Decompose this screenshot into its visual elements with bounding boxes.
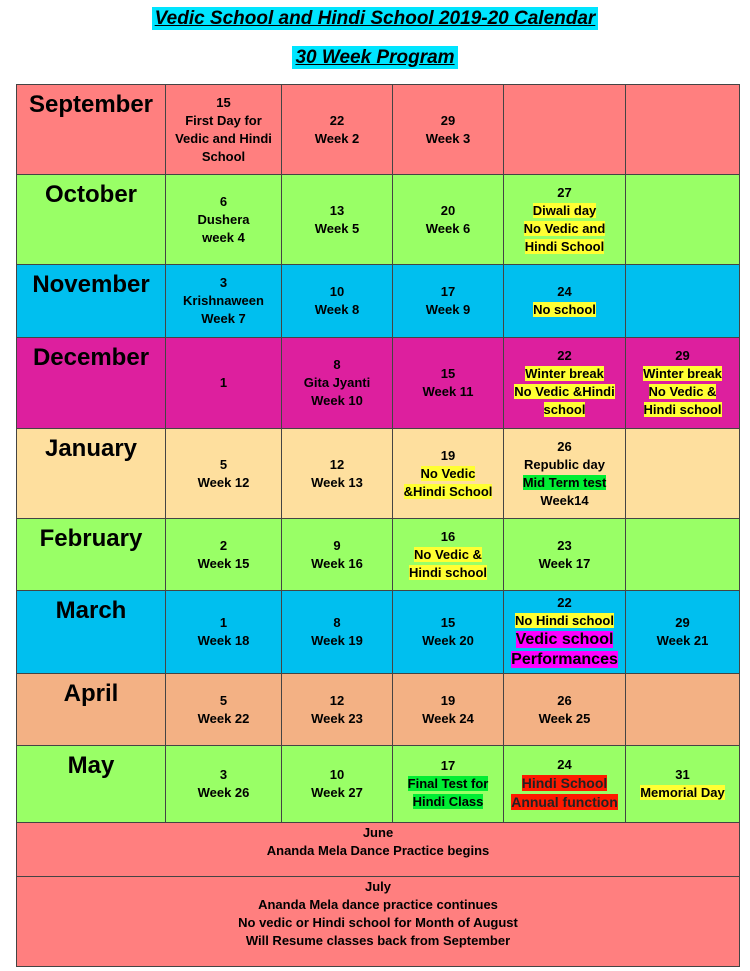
- date-note-text: Hindi school: [643, 402, 722, 417]
- date-note-text: Diwali day: [532, 202, 597, 218]
- date-note: [282, 632, 392, 650]
- calendar-title: [0, 8, 750, 30]
- date-note: [626, 383, 739, 401]
- date-cell: [504, 85, 626, 175]
- date-note-text: Week 16: [311, 555, 363, 571]
- date-note-text: Week14: [540, 492, 589, 508]
- date-note: [504, 365, 625, 383]
- date-note: [504, 474, 625, 492]
- footer-line: Ananda Mela Dance Practice begins: [266, 843, 490, 858]
- date-note: [282, 130, 392, 148]
- date-note-text: school: [543, 402, 586, 417]
- date-number-text: 24: [557, 284, 572, 299]
- date-number: [166, 537, 281, 555]
- date-note: [282, 784, 392, 802]
- date-number: [626, 766, 739, 784]
- date-number-text: 17: [440, 284, 456, 299]
- date-cell: [282, 338, 393, 429]
- date-note-text: No school: [533, 302, 596, 317]
- month-name: February: [17, 519, 166, 591]
- date-number-text: 23: [557, 537, 572, 553]
- date-cell: [282, 591, 393, 674]
- date-number-text: 22: [557, 595, 572, 610]
- date-cell: [282, 674, 393, 746]
- month-row-october: [17, 175, 740, 265]
- date-note: [393, 564, 503, 582]
- date-number: [504, 184, 625, 202]
- date-number-text: 12: [329, 456, 345, 472]
- date-note-text: Week 25: [538, 710, 591, 726]
- calendar-subtitle-text: 30 Week Program: [292, 46, 457, 69]
- date-note-text: Winter break: [643, 366, 722, 381]
- date-cell: [504, 519, 626, 591]
- date-note: [504, 555, 625, 573]
- date-note: [504, 456, 625, 474]
- month-row-december: [17, 338, 740, 429]
- date-number: [626, 347, 739, 365]
- month-name: March: [17, 591, 166, 674]
- date-number-text: 26: [557, 438, 572, 454]
- date-cell: [282, 429, 393, 519]
- footer-line: No vedic or Hindi school for Month of August: [238, 915, 518, 930]
- date-note: [166, 474, 281, 492]
- date-number: [282, 283, 392, 301]
- date-number-text: 6: [219, 193, 228, 209]
- date-note: [393, 483, 503, 501]
- date-number-text: 22: [557, 348, 572, 363]
- date-number-text: 5: [219, 456, 228, 472]
- date-note-text: Week 6: [425, 220, 471, 236]
- date-number-text: 19: [440, 692, 456, 708]
- date-number: [393, 447, 503, 465]
- date-cell: [282, 175, 393, 265]
- date-number: [166, 94, 281, 112]
- date-note-text: No Vedic: [420, 465, 476, 481]
- date-cell: [393, 591, 504, 674]
- date-note-text: Performances: [511, 651, 618, 668]
- date-cell: [166, 674, 282, 746]
- month-name: January: [17, 429, 166, 519]
- month-name: October: [17, 175, 166, 265]
- date-cell: [504, 429, 626, 519]
- date-cell: [282, 519, 393, 591]
- date-cell: [166, 591, 282, 674]
- date-cell: [393, 85, 504, 175]
- date-note-text: Week 26: [197, 785, 250, 800]
- date-note: [282, 392, 392, 410]
- date-note-text: Week 15: [197, 555, 250, 571]
- date-note: [626, 401, 739, 419]
- date-number-text: 1: [219, 375, 228, 390]
- date-number: [282, 112, 392, 130]
- date-note-text: Week 22: [197, 710, 250, 726]
- date-note-text: First Day for: [185, 112, 262, 128]
- date-cell: [166, 175, 282, 265]
- footer-line: Will Resume classes back from September: [245, 933, 511, 948]
- date-note-text: No Vedic &: [648, 384, 717, 399]
- date-note-text: Week 10: [311, 393, 363, 408]
- date-number: [282, 614, 392, 632]
- date-note-text: &Hindi School: [403, 483, 493, 499]
- date-note-text: Week 7: [201, 311, 246, 326]
- date-note: [626, 365, 739, 383]
- date-number-text: 3: [219, 767, 228, 782]
- month-row-january: [17, 429, 740, 519]
- calendar-body: [17, 85, 740, 967]
- date-note-text: Week 2: [314, 130, 360, 146]
- date-cell: [626, 338, 740, 429]
- date-number: [282, 692, 392, 710]
- date-note: [282, 710, 392, 728]
- date-note: [393, 220, 503, 238]
- month-row-february: [17, 519, 740, 591]
- date-note-text: Week 19: [311, 633, 363, 648]
- date-cell: [393, 338, 504, 429]
- date-note: [626, 632, 739, 650]
- date-note: [393, 710, 503, 728]
- date-note-text: Week 18: [197, 633, 250, 648]
- date-cell: [626, 429, 740, 519]
- date-cell: [166, 265, 282, 338]
- date-number: [393, 365, 503, 383]
- date-note: [504, 383, 625, 401]
- date-note-text: Annual function: [511, 794, 618, 810]
- month-row-march: [17, 591, 740, 674]
- date-number: [166, 614, 281, 632]
- footer-row: [17, 823, 740, 877]
- date-note-text: Mid Term test: [522, 474, 607, 490]
- date-number-text: 15: [440, 615, 456, 630]
- calendar-table: [16, 84, 740, 967]
- date-note-text: Dushera: [197, 211, 250, 227]
- date-number: [166, 766, 281, 784]
- date-note-text: Week 23: [311, 710, 363, 726]
- date-number: [393, 112, 503, 130]
- date-cell: [393, 175, 504, 265]
- month-row-september: [17, 85, 740, 175]
- date-note-text: Week 17: [538, 555, 591, 571]
- date-note: [166, 310, 281, 328]
- date-cell: [626, 591, 740, 674]
- date-number-text: 19: [440, 447, 456, 463]
- date-number-text: 12: [329, 692, 345, 708]
- date-note-text: Week 27: [311, 785, 363, 800]
- date-note: [504, 774, 625, 793]
- date-number-text: 15: [440, 366, 456, 381]
- date-cell: [166, 519, 282, 591]
- date-note-text: Republic day: [524, 456, 605, 472]
- date-number: [166, 692, 281, 710]
- date-note-text: Week 21: [656, 633, 709, 648]
- month-name: April: [17, 674, 166, 746]
- date-note: [282, 220, 392, 238]
- date-note-text: Final Test for: [407, 776, 489, 791]
- date-cell: [504, 338, 626, 429]
- date-cell: [282, 85, 393, 175]
- date-cell: [504, 674, 626, 746]
- date-number-text: 8: [333, 357, 341, 372]
- footer-note: [17, 823, 740, 877]
- date-cell: [282, 746, 393, 823]
- date-number-text: 8: [333, 615, 341, 630]
- month-name: September: [17, 85, 166, 175]
- date-note-text: week 4: [202, 229, 245, 245]
- date-number-text: 22: [329, 112, 345, 128]
- date-number: [166, 456, 281, 474]
- date-cell: [393, 746, 504, 823]
- date-cell: [626, 519, 740, 591]
- date-note-text: No Vedic &: [414, 546, 482, 562]
- date-cell: [166, 338, 282, 429]
- date-note-text: No Vedic and: [523, 220, 606, 236]
- date-note: [504, 650, 625, 670]
- date-note-text: Hindi School: [521, 775, 608, 791]
- date-note: [166, 148, 281, 166]
- date-note-text: Hindi Class: [412, 794, 484, 809]
- date-note-text: Memorial Day: [640, 785, 725, 800]
- footer-row: [17, 877, 740, 967]
- date-note: [166, 710, 281, 728]
- date-number: [504, 347, 625, 365]
- date-note-text: No Vedic &Hindi: [514, 384, 615, 399]
- date-number-text: 24: [557, 757, 572, 772]
- date-number: [282, 202, 392, 220]
- footer-month: July: [364, 879, 391, 894]
- date-cell: [626, 265, 740, 338]
- date-note: [504, 492, 625, 510]
- date-note-text: Winter break: [525, 366, 604, 381]
- calendar-subtitle: [0, 47, 750, 69]
- date-note: [504, 301, 625, 319]
- date-note: [504, 612, 625, 630]
- date-number-text: 29: [675, 348, 690, 363]
- date-cell: [393, 265, 504, 338]
- date-note-text: Gita Jyanti: [303, 375, 371, 390]
- date-number: [166, 274, 281, 292]
- date-note-text: No Hindi school: [515, 613, 614, 628]
- date-number: [166, 374, 281, 392]
- date-note: [504, 793, 625, 812]
- date-note: [166, 112, 281, 130]
- date-note: [393, 130, 503, 148]
- date-cell: [504, 746, 626, 823]
- date-note: [393, 383, 503, 401]
- date-note: [282, 474, 392, 492]
- date-note: [166, 130, 281, 148]
- date-note-text: Week 3: [425, 130, 471, 146]
- date-note-text: Hindi School: [524, 238, 605, 254]
- date-note-text: Week 20: [422, 633, 474, 648]
- date-number: [504, 594, 625, 612]
- date-note-text: Krishnaween: [183, 293, 264, 308]
- date-note: [504, 238, 625, 256]
- date-number-text: 13: [329, 202, 345, 218]
- date-note: [166, 229, 281, 247]
- date-note: [393, 301, 503, 319]
- date-cell: [504, 591, 626, 674]
- date-number-text: 9: [333, 537, 341, 553]
- date-number: [504, 692, 625, 710]
- calendar-title-text: Vedic School and Hindi School 2019-20 Calendar: [152, 7, 599, 30]
- date-cell: [393, 519, 504, 591]
- date-number-text: 5: [219, 692, 228, 708]
- month-name: November: [17, 265, 166, 338]
- date-number-text: 31: [675, 767, 690, 782]
- date-cell: [626, 674, 740, 746]
- date-note: [393, 546, 503, 564]
- date-number: [504, 283, 625, 301]
- date-note: [166, 292, 281, 310]
- date-cell: [504, 265, 626, 338]
- date-note: [166, 632, 281, 650]
- month-row-april: [17, 674, 740, 746]
- date-number: [393, 283, 503, 301]
- date-note-text: Vedic school: [515, 631, 614, 648]
- date-number-text: 3: [219, 275, 228, 290]
- date-note: [166, 784, 281, 802]
- date-number: [393, 757, 503, 775]
- date-note: [282, 301, 392, 319]
- date-number-text: 10: [329, 767, 345, 782]
- date-number: [393, 614, 503, 632]
- date-number: [504, 438, 625, 456]
- date-number-text: 26: [557, 692, 572, 708]
- date-number-text: 15: [216, 94, 231, 110]
- footer-note: [17, 877, 740, 967]
- date-number-text: 27: [557, 184, 572, 200]
- date-note: [166, 211, 281, 229]
- date-note-text: Week 8: [314, 302, 360, 317]
- date-number: [282, 456, 392, 474]
- date-cell: [166, 85, 282, 175]
- date-number: [393, 528, 503, 546]
- date-note-text: School: [201, 148, 246, 164]
- date-number: [504, 756, 625, 774]
- date-note-text: Week 24: [422, 710, 474, 726]
- date-number-text: 16: [440, 528, 456, 544]
- date-note: [626, 784, 739, 802]
- date-number-text: 29: [675, 615, 690, 630]
- date-number-text: 10: [329, 284, 345, 299]
- date-number-text: 1: [219, 615, 228, 630]
- date-cell: [626, 175, 740, 265]
- date-note: [504, 401, 625, 419]
- date-cell: [166, 746, 282, 823]
- date-note: [504, 202, 625, 220]
- date-number: [393, 202, 503, 220]
- date-cell: [393, 674, 504, 746]
- date-note-text: Week 13: [311, 474, 363, 490]
- date-number: [166, 193, 281, 211]
- date-cell: [504, 175, 626, 265]
- date-note: [504, 220, 625, 238]
- date-note: [282, 555, 392, 573]
- date-note-text: Week 11: [422, 384, 474, 399]
- date-note-text: Vedic and Hindi: [175, 130, 272, 146]
- date-number-text: 17: [440, 758, 456, 773]
- month-row-may: [17, 746, 740, 823]
- date-note: [393, 793, 503, 811]
- date-number-text: 20: [440, 202, 456, 218]
- date-note: [393, 465, 503, 483]
- month-name: December: [17, 338, 166, 429]
- date-note-text: Week 5: [314, 220, 360, 236]
- date-note-text: Week 12: [197, 474, 250, 490]
- date-cell: [626, 85, 740, 175]
- footer-month: June: [362, 825, 394, 840]
- date-number: [393, 692, 503, 710]
- date-note: [166, 555, 281, 573]
- date-note: [393, 632, 503, 650]
- month-name: May: [17, 746, 166, 823]
- date-cell: [166, 429, 282, 519]
- date-note: [504, 710, 625, 728]
- month-row-november: [17, 265, 740, 338]
- date-number: [282, 356, 392, 374]
- date-note-text: Hindi school: [409, 564, 487, 580]
- date-cell: [393, 429, 504, 519]
- date-note: [393, 775, 503, 793]
- date-number: [504, 537, 625, 555]
- date-note: [282, 374, 392, 392]
- date-cell: [626, 746, 740, 823]
- date-note-text: Week 9: [425, 302, 471, 317]
- date-number-text: 29: [440, 112, 456, 128]
- date-number: [282, 537, 392, 555]
- date-number: [282, 766, 392, 784]
- date-number: [626, 614, 739, 632]
- date-number-text: 2: [219, 537, 228, 553]
- date-note: [504, 630, 625, 650]
- footer-line: Ananda Mela dance practice continues: [258, 897, 498, 912]
- date-cell: [282, 265, 393, 338]
